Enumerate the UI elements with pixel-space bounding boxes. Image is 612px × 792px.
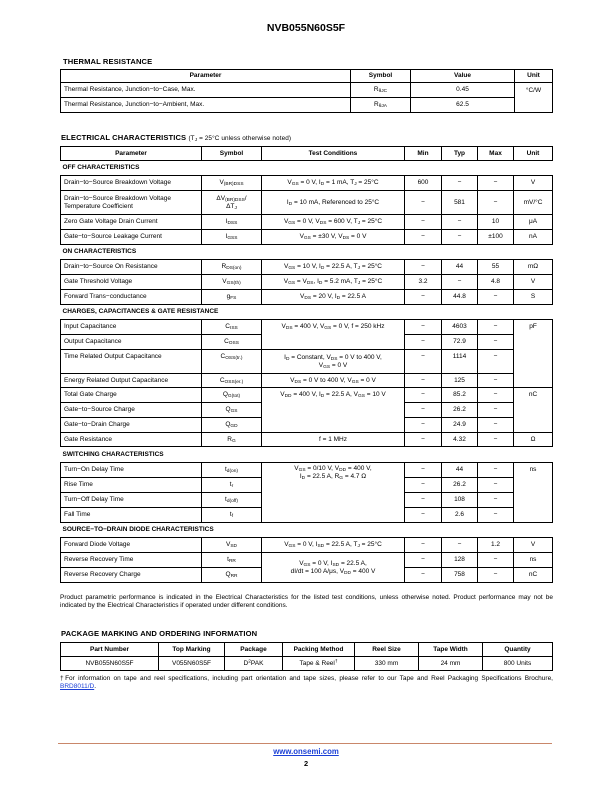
table-row: NVB055N60S5F V055N60S5F $D^2PAK$ Tape & Reel† 330 mm 24 mm 800 Units [61, 657, 553, 671]
table-row: Forward Diode Voltage $V_{SD}$ $V_{GS} = 0$ V, $I_{SD} = 22.5$ A, $T_J = 25^\circ C$ − − 1.2 V [61, 538, 553, 553]
table-row: Turn−Off Delay Time $t_{d(off)}$ − 108 − [61, 493, 553, 508]
table-row: Drain−to−Source Breakdown Voltage Temperature Coefficient $\Delta V_{(BR)DSS}/$ $\Delta T_J$ $I_D = 10$ mA, Referenced to 25°C − 581 − mV/°C [61, 191, 553, 215]
table-row: Time Related Output Capacitance $C_{OSS(tr.)}$ $I_D$ = Constant, $V_{DS} = 0$ V to 400 V, $V_{GS} = 0$ V − 1114 − [61, 350, 553, 374]
th-unit: Unit [515, 70, 553, 83]
electrical-note: ($T_J = 25^\circ C$ unless otherwise noted) [188, 135, 292, 144]
table-row: Gate−to−Source Charge $Q_{GS}$ − 26.2 − [61, 403, 553, 418]
electrical-title: ELECTRICAL CHARACTERISTICS ($T_J = 25^\circ C$ unless otherwise noted) [61, 133, 292, 144]
table-row: Rise Time $t_r$ − 26.2 − [61, 478, 553, 493]
table-row: Zero Gate Voltage Drain Current $I_{DSS}$ $V_{GS} = 0$ V, $V_{DS} = 600$ V, $T_J = 25^\circ C$ − − 10 μA [61, 215, 553, 230]
table-row: Gate−to−Source Leakage Current $I_{GSS}$ $V_{GS} = \pm 30$ V, $V_{DS} = 0$ V − − ±100 nA [61, 230, 553, 245]
thermal-symbol: $R_{\theta JC}$ [351, 83, 411, 98]
thermal-param: Thermal Resistance, Junction−to−Ambient, Max. [61, 98, 351, 113]
th-part-number: Part Number [61, 643, 159, 657]
table-row: Reverse Recovery Time $t_{RR}$ $V_{GS} = 0$ V, $I_{SD} = 22.5$ A, dI/dt = 100 A/μs, $V_{DD} = 400$ V − 128 − ns [61, 553, 553, 568]
page-number: 2 [303, 759, 309, 768]
th-unit: Unit [514, 147, 553, 161]
brochure-link[interactable]: BRD8011/D [60, 683, 95, 691]
table-row: Drain−to−Source On Resistance $R_{DS(on)}$ $V_{GS} = 10$ V, $I_D = 22.5$ A, $T_J = 25^\circ C$ − 44 55 mΩ [61, 260, 553, 275]
table-row: Forward Trans−conductance $g_{FS}$ $V_{DS} = 20$ V, $I_D = 22.5$ A − 44.8 − S [61, 290, 553, 305]
ordering-title: PACKAGE MARKING AND ORDERING INFORMATION [61, 629, 258, 638]
th-symbol: Symbol [351, 70, 411, 83]
tape-reel-footnote: †For information on tape and reel specifications, including part orientation and tape sizes, please refer to our Tape and Reel Packaging Specifications Brochure, BRD8011/D. [60, 675, 553, 691]
performance-note: Product parametric performance is indicated in the Electrical Characteristics for the listed test conditions, unless otherwise noted. Product performance may not be indicated by the Electrical Characteristics if operated under different conditions. [60, 594, 553, 610]
th-max: Max [478, 147, 514, 161]
electrical-table [60, 146, 553, 583]
ordering-table [60, 642, 553, 671]
footer-divider [58, 743, 552, 744]
table-row: Energy Related Output Capacitance $C_{OSS(er.)}$ $V_{DS} = 0$ V to 400 V, $V_{GS} = 0$ V − 125 − [61, 374, 553, 388]
table-row: Gate Threshold Voltage $V_{GS(th)}$ $V_{GS} = V_{DS}$, $I_D = 5.2$ mA, $T_J = 25^\circ C$ 3.2 − 4.8 V [61, 275, 553, 290]
th-quantity: Quantity [483, 643, 553, 657]
table-row: Gate−to−Drain Charge $Q_{GD}$ − 24.9 − [61, 418, 553, 433]
th-typ: Typ [442, 147, 478, 161]
section-on: ON CHARACTERISTICS [61, 245, 553, 260]
th-package: Package [225, 643, 283, 657]
th-min: Min [405, 147, 442, 161]
table-row: Input Capacitance $C_{ISS}$ $V_{DS} = 400$ V, $V_{GS} = 0$ V, f = 250 kHz − 4603 − pF [61, 320, 553, 335]
table-row: Reverse Recovery Charge $Q_{RR}$ − 758 − nC [61, 568, 553, 583]
table-row: Total Gate Charge $Q_{G(tot)}$ $V_{DD} = 400$ V, $I_D = 22.5$ A, $V_{GS} = 10$ V − 85.2 − nC [61, 388, 553, 403]
thermal-unit: °C/W [515, 83, 553, 113]
table-row: Output Capacitance $C_{OSS}$ − 72.9 − [61, 335, 553, 350]
thermal-symbol: $R_{\theta JA}$ [351, 98, 411, 113]
th-packing-method: Packing Method [283, 643, 355, 657]
th-parameter: Parameter [61, 147, 202, 161]
table-row: Gate Resistance $R_G$ f = 1 MHz − 4.32 − Ω [61, 433, 553, 447]
section-charges: CHARGES, CAPACITANCES & GATE RESISTANCE [61, 305, 553, 320]
thermal-table [60, 69, 553, 113]
section-diode: SOURCE−TO−DRAIN DIODE CHARACTERISTICS [61, 523, 553, 538]
th-test-conditions: Test Conditions [262, 147, 405, 161]
table-row: Drain−to−Source Breakdown Voltage $V_{(BR)DSS}$ $V_{GS} = 0$ V, $I_D = 1$ mA, $T_J = 25^\circ C$ 600 − − V [61, 176, 553, 191]
section-switching: SWITCHING CHARACTERISTICS [61, 447, 553, 463]
th-top-marking: Top Marking [159, 643, 225, 657]
thermal-param: Thermal Resistance, Junction−to−Case, Max. [61, 83, 351, 98]
th-tape-width: Tape Width [419, 643, 483, 657]
page-part-number: NVB055N60S5F [266, 22, 346, 34]
table-row: Fall Time $t_f$ − 2.6 − [61, 508, 553, 523]
thermal-title: THERMAL RESISTANCE [63, 57, 153, 66]
th-symbol: Symbol [202, 147, 262, 161]
thermal-value: 0.45 [411, 83, 515, 98]
th-value: Value [411, 70, 515, 83]
section-off: OFF CHARACTERISTICS [61, 161, 553, 176]
table-row: Turn−On Delay Time $t_{d(on)}$ $V_{GS} = 0/10$ V, $V_{DD} = 400$ V, $I_D = 22.5$ A, $R_G = 4.7$ Ω − 44 − ns [61, 463, 553, 478]
footer-url[interactable]: www.onsemi.com [273, 747, 339, 756]
th-reel-size: Reel Size [355, 643, 419, 657]
thermal-value: 62.5 [411, 98, 515, 113]
th-parameter: Parameter [61, 70, 351, 83]
